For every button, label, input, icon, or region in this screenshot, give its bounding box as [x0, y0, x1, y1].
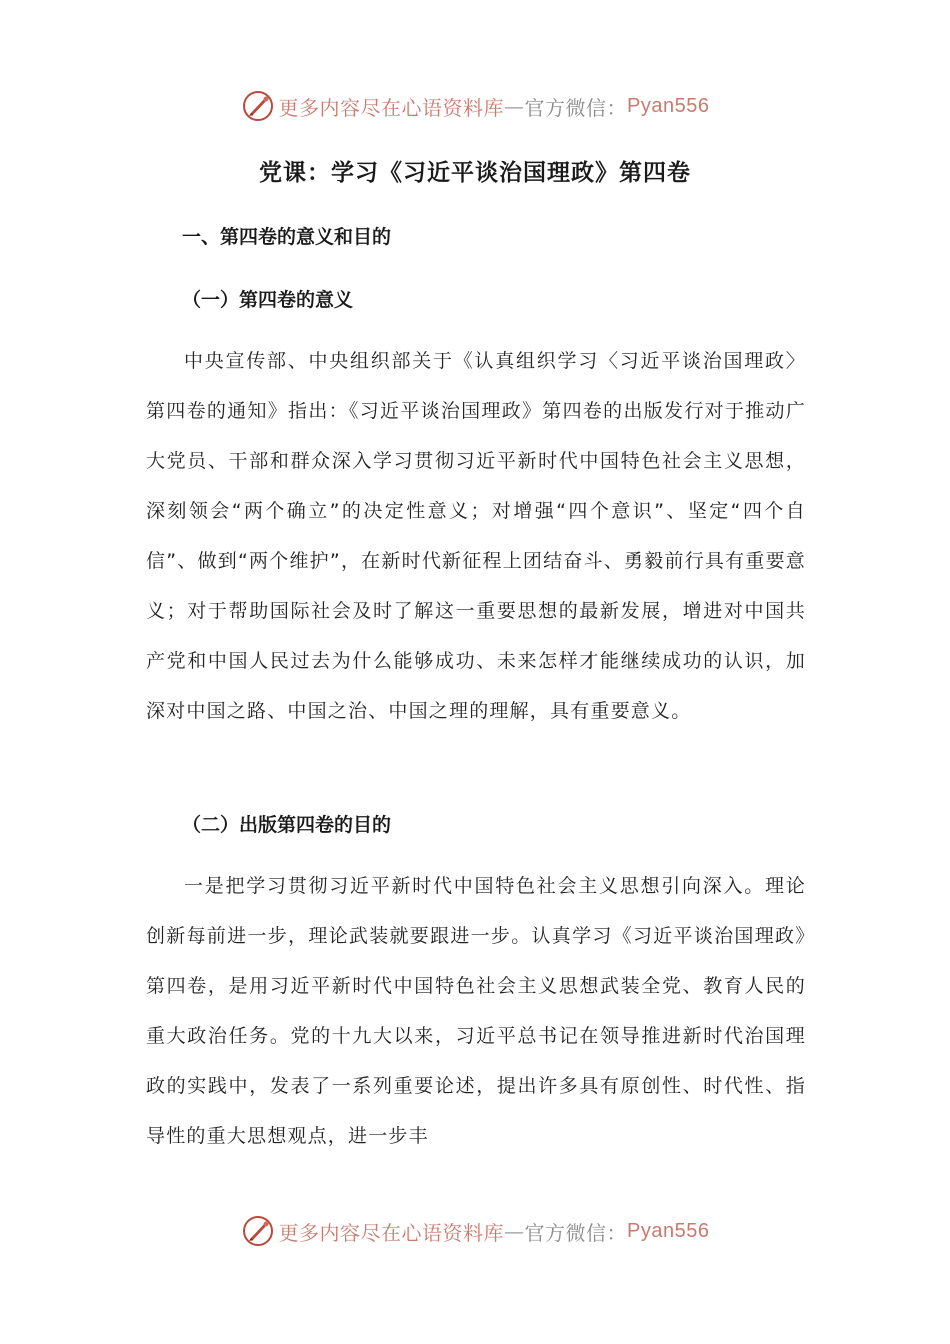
footer-official-label: 官方微信：: [524, 1220, 628, 1245]
header-site-text: 更多内容尽在心语资料库: [278, 95, 505, 120]
footer-site-text: 更多内容尽在心语资料库: [278, 1220, 505, 1245]
paragraph-significance: 中央宣传部、中央组织部关于《认真组织学习〈习近平谈治国理政〉第四卷的通知》指出：《习近平谈治国理政》第四卷的出版发行对于推动广大党员、干部和群众深入学习贯彻习近平新时代中国特色社会主义思想，深刻领会“两个确立”的决定性意义；对增强“四个意识”、坚定“四个自信”、做到“两个维护”，在新时代新征程上团结奋斗、勇毅前行具有重要意义；对于帮助国际社会及时了解这一重要思想的最新发展，增进对中国共产党和中国人民过去为什么能够成功、未来怎样才能继续成功的认识，加深对中国之路、中国之治、中国之理的理解，具有重要意义。: [146, 350, 806, 722]
subsection-heading-purpose: （二）出版第四卷的目的: [182, 814, 392, 836]
header-official-label: 官方微信：: [524, 95, 628, 120]
header-dash: —: [504, 94, 525, 118]
footer-wechat-id: Pyan556: [627, 1219, 710, 1242]
subsection-heading-significance: （一）第四卷的意义: [182, 289, 354, 311]
section-heading: 一、第四卷的意义和目的: [182, 226, 392, 248]
footer-banner: [0, 1211, 950, 1251]
quill-pen-logo-icon: [241, 1214, 275, 1248]
header-banner: [0, 86, 950, 126]
quill-pen-logo-icon: [241, 89, 275, 123]
document-title: 党课：学习《习近平谈治国理政》第四卷: [259, 160, 691, 186]
footer-dash: —: [504, 1219, 525, 1243]
paragraph-purpose: 一是把学习贯彻习近平新时代中国特色社会主义思想引向深入。理论创新每前进一步，理论武装就要跟进一步。认真学习《习近平谈治国理政》第四卷，是用习近平新时代中国特色社会主义思想武装全党、教育人民的重大政治任务。党的十九大以来，习近平总书记在领导推进新时代治国理政的实践中，发表了一系列重要论述，提出许多具有原创性、时代性、指导性的重大思想观点，进一步丰: [146, 875, 806, 1147]
header-wechat-id: Pyan556: [627, 94, 710, 117]
